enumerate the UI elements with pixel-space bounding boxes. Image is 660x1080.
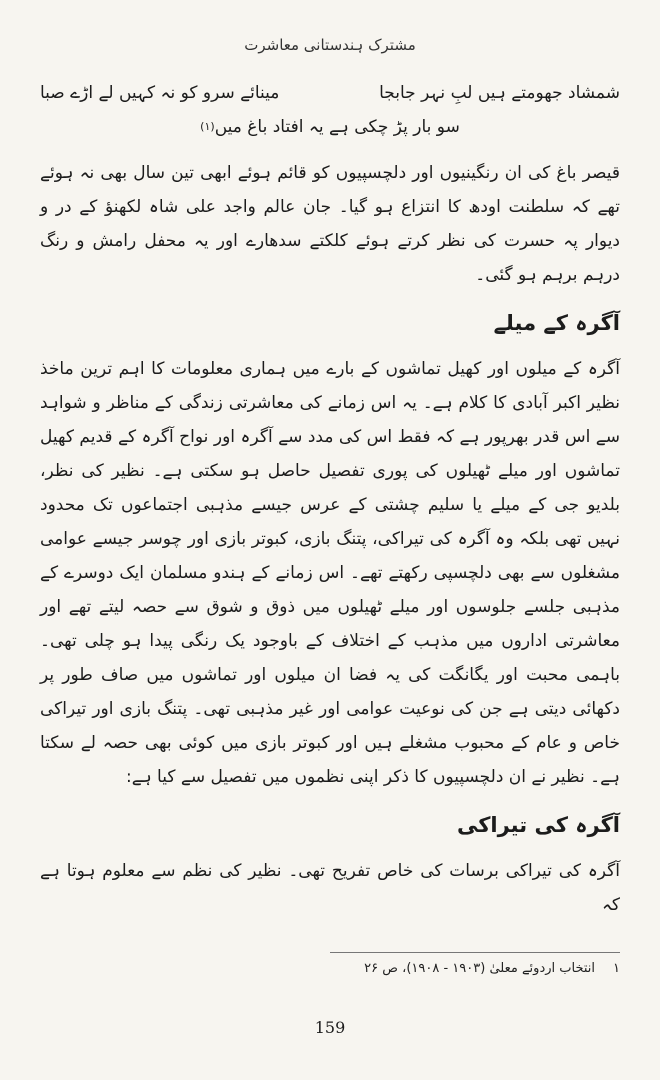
footnote-reference: (۱) (200, 120, 215, 133)
running-head: مشترک ہندستانی معاشرت (244, 36, 416, 54)
footnote-text: انتخاب اردوئے معلیٰ (۱۹۰۳ - ۱۹۰۸)، ص ۲۶ (364, 961, 596, 976)
section-heading-agra-swimming: آگرہ کی تیراکی (456, 813, 620, 837)
paragraph: آگرہ کی تیراکی برسات کی خاص تفریح تھی۔ نظیر کی نظم سے معلوم ہوتا ہے کہ (40, 861, 620, 915)
verse-block (40, 76, 620, 144)
footnote-number: ۱ (613, 961, 620, 976)
verse-line-2 (40, 110, 620, 144)
section-heading-agra-fairs: آگرہ کے میلے (493, 311, 620, 335)
verse-hemistich-left: مینائے سرو کو نہ کہیں لے اڑے صبا (40, 83, 280, 103)
verse-hemistich-right: شمشاد جھومتے ہیں لبِ نہر جابجا (379, 83, 620, 103)
page-number: 159 (314, 1018, 346, 1037)
verse-line-1 (40, 76, 620, 110)
footnote-divider (330, 952, 620, 953)
page-body (40, 76, 620, 922)
verse-hemistich: سو بار پڑ چکی ہے یہ افتاد باغ میں (214, 117, 460, 137)
paragraph: آگرہ کے میلوں اور کھیل تماشوں کے بارے میں ہماری معلومات کا اہم ترین ماخذ نظیر اکبر آبادی کا کلام ہے۔ یہ اس زمانے کی معاشرتی زندگی کے مناظر و شواہد سے اس قدر بھرپور ہے کہ فقط اس کی مدد سے آگرہ اور نواح آگرہ کے قدیم کھیل تماشوں اور میلے ٹھیلوں کی پوری تفصیل حاصل ہو سکتی ہے۔ نظیر کی نظر، بلدیو جی کے میلے یا سلیم چشتی کے عرس جیسے مذہبی اجتماعوں تک محدود نہیں تھی بلکہ وہ آگرہ کی تیراکی، پتنگ بازی، کبوتر بازی اور چوسر جیسے عوامی مشغلوں سے بھی دلچسپی رکھتے تھے۔ اس زمانے کے ہندو مسلمان ایک دوسرے کے مذہبی جلسے جلوسوں اور میلے ٹھیلوں میں ذوق و شوق سے حصہ لیتے تھے اور معاشرتی اداروں میں مذہب کے اختلاف کے باوجود یک رنگی پیدا ہو چلی تھی۔ باہمی محبت اور یگانگت کی یہ فضا ان میلوں اور تماشوں میں صاف طور پر دکھائی دیتی ہے جن کی نوعیت عوامی اور غیر مذہبی تھی۔ پتنگ بازی اور تیراکی خاص و عام کے محبوب مشغلے ہیں اور کبوتر بازی میں کوئی بھی حصہ لے سکتا ہے۔ نظیر نے ان دلچسپیوں کا ذکر اپنی نظموں میں تفصیل سے کیا ہے: (40, 359, 620, 787)
footnote (40, 958, 620, 980)
paragraph: قیصر باغ کی ان رنگینیوں اور دلچسپیوں کو قائم ہوئے ابھی تین سال بھی نہ ہوئے تھے کہ سلطنت اودھ کا انتزاع ہو گیا۔ جان عالم واجد علی شاہ لکھنؤ کے در و دیوار پہ حسرت کی نظر کرتے ہوئے کلکتے سدھارے اور یہ محفل رامش و رنگ درہم برہم ہو گئی۔ (40, 163, 620, 285)
